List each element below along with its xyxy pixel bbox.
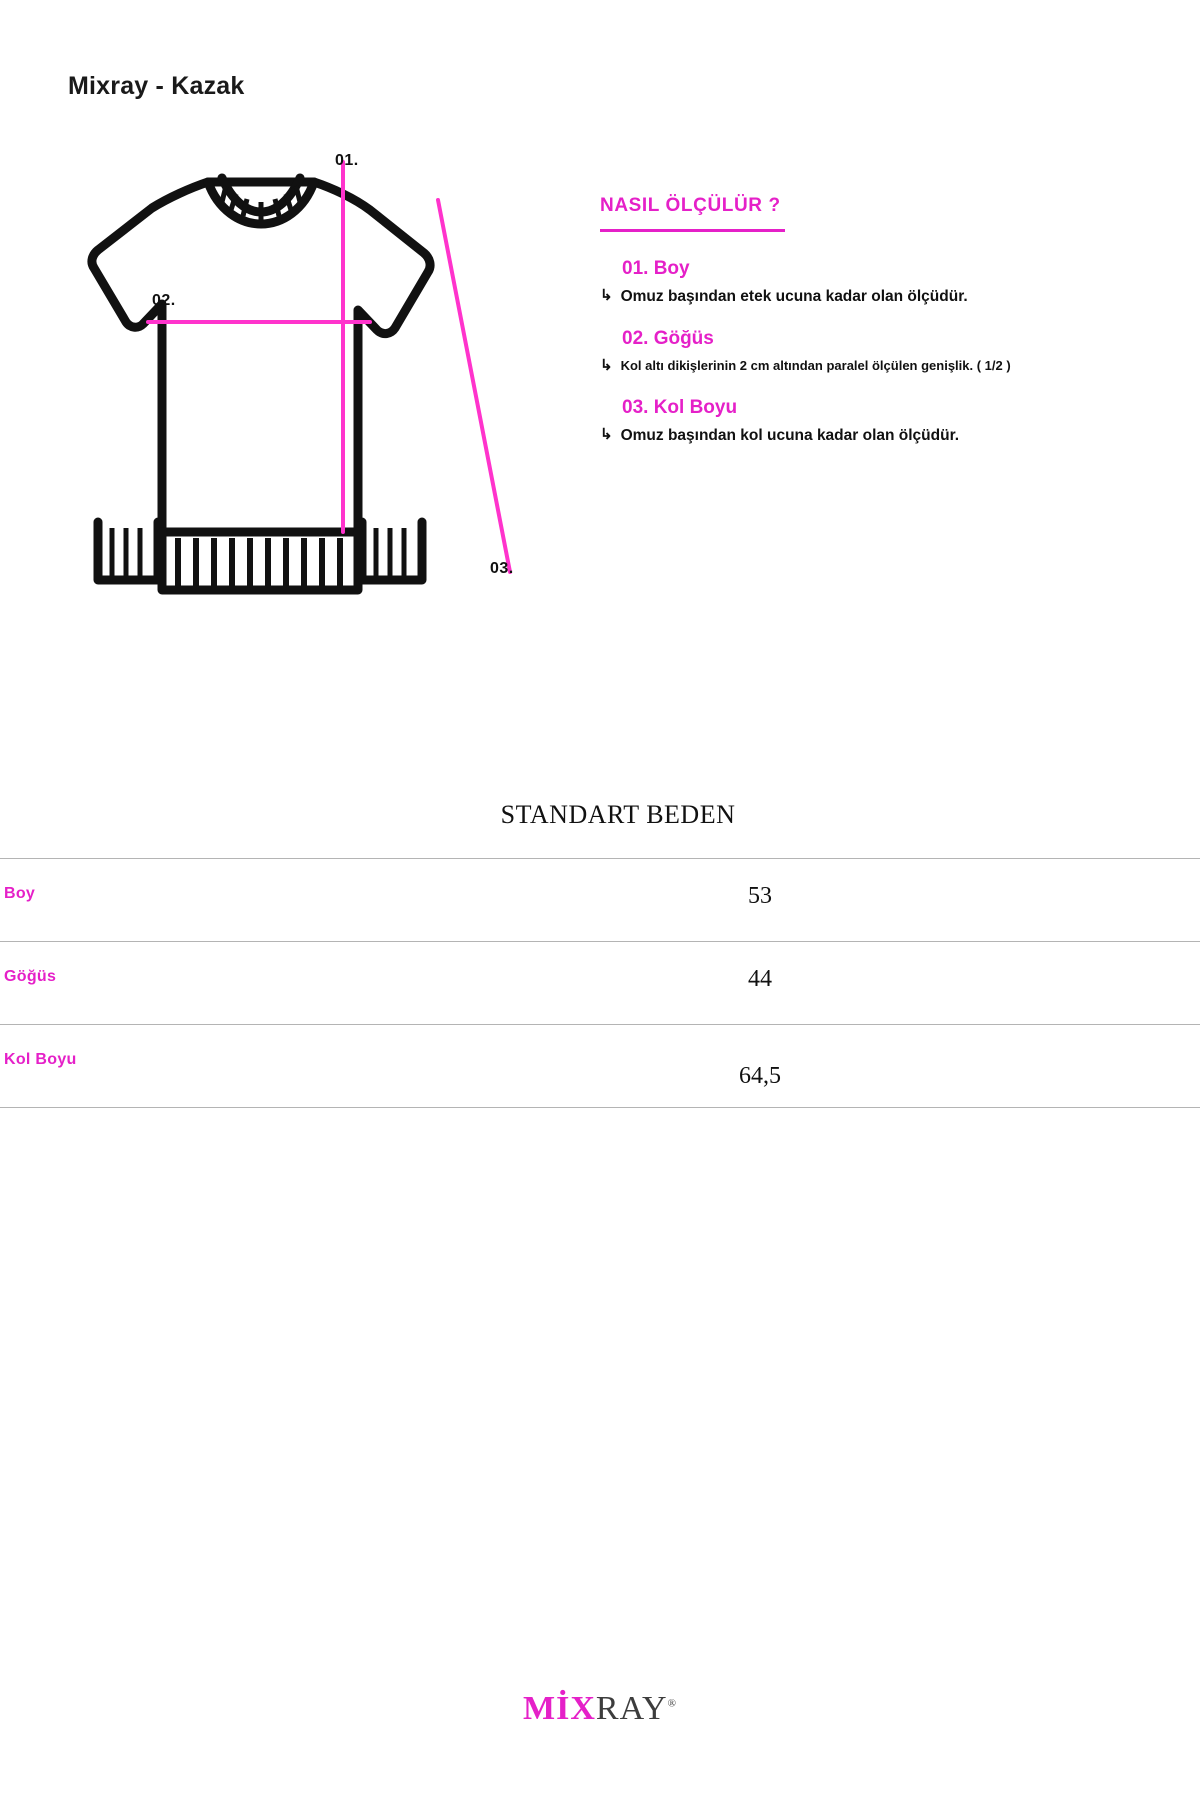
- measure-item-boy: [600, 258, 1160, 306]
- measure-item-gogus: [600, 328, 1160, 375]
- size-row-label: Boy: [4, 885, 36, 902]
- size-table: [0, 800, 1200, 1108]
- measure-label-02: 02.: [152, 292, 176, 309]
- measure-item-boy-desc: [600, 288, 1160, 306]
- table-row: [0, 941, 1200, 1024]
- arrow-icon: ↳: [600, 357, 613, 374]
- brand-logo-first: MİX: [523, 1690, 596, 1727]
- measure-item-gogus-title: 02. Göğüs: [622, 328, 714, 349]
- measure-item-boy-title: 01. Boy: [622, 258, 690, 279]
- measure-label-03: 03.: [490, 560, 514, 577]
- measure-item-boy-text: Omuz başından etek ucuna kadar olan ölçüdür.: [620, 288, 968, 305]
- page-title: Mixray - Kazak: [68, 72, 245, 100]
- how-to-measure-title: NASIL ÖLÇÜLÜR ?: [600, 195, 781, 216]
- size-row-value: 64,5: [739, 1063, 781, 1089]
- size-row-label: Göğüs: [4, 968, 57, 985]
- title-underline: [600, 229, 785, 232]
- registered-mark-icon: ®: [667, 1697, 677, 1710]
- how-to-measure-panel: [600, 195, 1160, 467]
- table-row: [0, 858, 1200, 941]
- garment-illustration: [40, 140, 600, 610]
- size-row-label: Kol Boyu: [4, 1051, 77, 1068]
- size-table-column-header: STANDART BEDEN: [500, 800, 736, 829]
- brand-logo-second: RAY: [595, 1690, 668, 1727]
- brand-logo: [0, 1690, 1200, 1728]
- measure-item-kolboyu: [600, 397, 1160, 445]
- table-row: [0, 1024, 1200, 1108]
- measure-item-kolboyu-title: 03. Kol Boyu: [622, 396, 738, 418]
- measure-item-kolboyu-text: Omuz başından kol ucuna kadar olan ölçüdür.: [620, 426, 960, 444]
- arrow-icon: ↳: [600, 287, 613, 304]
- sweater-icon: [40, 140, 600, 610]
- measure-item-kolboyu-desc: [600, 427, 1160, 445]
- measure-item-gogus-desc: [600, 358, 1160, 375]
- size-row-value: 44: [748, 966, 772, 992]
- arrow-icon: ↳: [600, 425, 613, 443]
- size-row-value: 53: [748, 883, 772, 909]
- measure-item-gogus-text: Kol altı dikişlerinin 2 cm altından paralel ölçülen genişlik. ( 1/2 ): [620, 358, 1011, 373]
- measure-label-01: 01.: [335, 152, 359, 169]
